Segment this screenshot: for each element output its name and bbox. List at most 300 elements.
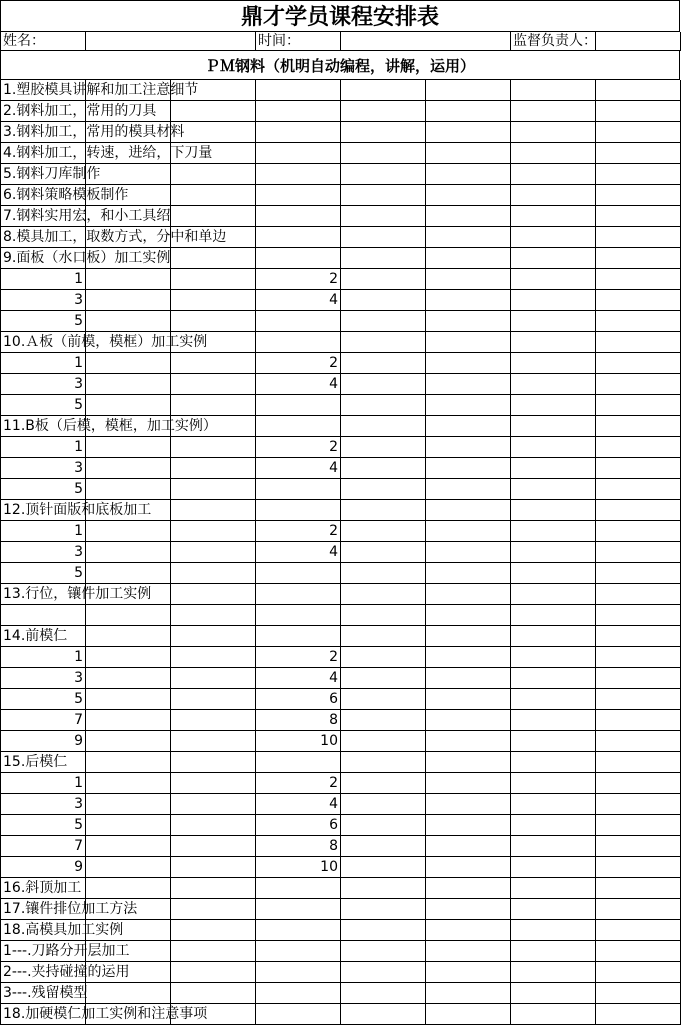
table-cell[interactable] [340,899,426,920]
table-cell[interactable] [170,437,256,458]
sub-item-number-a[interactable]: 9 [0,731,86,752]
sub-item-number-a[interactable]: 7 [0,710,86,731]
table-cell[interactable] [595,668,681,689]
table-cell[interactable] [170,395,256,416]
table-cell[interactable] [595,122,681,143]
table-cell[interactable] [340,689,426,710]
table-cell[interactable] [170,584,256,605]
table-cell[interactable] [340,332,426,353]
table-cell[interactable] [340,416,426,437]
table-cell[interactable] [510,290,596,311]
table-cell[interactable] [0,605,86,626]
table-cell[interactable] [595,794,681,815]
sub-item-number-a[interactable]: 1 [0,353,86,374]
table-cell[interactable] [170,941,256,962]
table-cell[interactable] [425,479,511,500]
sub-item-number-a[interactable]: 5 [0,395,86,416]
table-cell[interactable] [595,941,681,962]
table-cell[interactable] [340,269,426,290]
table-cell[interactable] [0,983,86,1004]
table-cell[interactable] [595,920,681,941]
table-cell[interactable] [85,605,171,626]
table-cell[interactable] [340,563,426,584]
table-cell[interactable] [340,143,426,164]
table-cell[interactable] [510,101,596,122]
table-cell[interactable] [255,143,341,164]
table-cell[interactable] [510,353,596,374]
table-cell[interactable] [510,269,596,290]
sub-item-number-b[interactable]: 4 [255,542,341,563]
table-cell[interactable] [595,437,681,458]
table-cell[interactable] [340,773,426,794]
table-cell[interactable] [0,416,217,437]
sub-item-number-a[interactable]: 5 [0,815,86,836]
table-cell[interactable] [510,605,596,626]
table-cell[interactable] [255,101,341,122]
table-cell[interactable] [510,1004,596,1025]
table-cell[interactable] [255,878,341,899]
table-cell[interactable] [340,479,426,500]
sub-item-number-b[interactable]: 2 [255,773,341,794]
table-cell[interactable] [170,500,256,521]
table-cell[interactable] [85,374,171,395]
sub-item-number-b[interactable]: 4 [255,458,341,479]
table-cell[interactable] [595,332,681,353]
table-cell[interactable] [595,836,681,857]
table-cell[interactable] [510,500,596,521]
table-cell[interactable] [595,185,681,206]
table-cell[interactable] [510,437,596,458]
table-cell[interactable] [340,290,426,311]
table-cell[interactable] [510,836,596,857]
table-cell[interactable] [510,731,596,752]
table-cell[interactable] [510,563,596,584]
table-cell[interactable] [595,206,681,227]
table-cell[interactable] [255,983,341,1004]
table-cell[interactable] [510,185,596,206]
table-cell[interactable] [170,164,256,185]
sub-item-number-b[interactable]: 10 [255,857,341,878]
table-cell[interactable] [595,605,681,626]
table-cell[interactable] [510,899,596,920]
table-cell[interactable] [595,752,681,773]
sub-item-number-a[interactable]: 7 [0,836,86,857]
sub-item-number-a[interactable]: 5 [0,479,86,500]
table-cell[interactable] [510,857,596,878]
table-cell[interactable] [255,920,341,941]
sub-item-number-a[interactable]: 1 [0,269,86,290]
table-cell[interactable] [170,542,256,563]
table-cell[interactable] [425,1004,511,1025]
table-cell[interactable] [170,773,256,794]
table-cell[interactable] [255,164,341,185]
table-cell[interactable] [510,542,596,563]
table-cell[interactable] [595,521,681,542]
table-cell[interactable] [0,899,138,920]
table-cell[interactable] [510,710,596,731]
table-cell[interactable] [0,164,101,185]
sub-item-number-a[interactable]: 3 [0,290,86,311]
table-cell[interactable] [340,395,426,416]
table-cell[interactable] [510,395,596,416]
sub-item-number-a[interactable]: 3 [0,374,86,395]
table-cell[interactable] [85,710,171,731]
table-cell[interactable] [85,542,171,563]
table-cell[interactable] [0,206,171,227]
table-cell[interactable] [340,80,426,101]
table-cell[interactable] [595,416,681,437]
table-cell[interactable] [340,311,426,332]
table-cell[interactable] [425,101,511,122]
table-cell[interactable] [170,920,256,941]
table-cell[interactable] [85,521,171,542]
sub-item-number-b[interactable]: 2 [255,521,341,542]
table-cell[interactable] [425,731,511,752]
table-cell[interactable] [425,605,511,626]
table-cell[interactable] [595,647,681,668]
table-cell[interactable] [425,941,511,962]
table-cell[interactable] [510,458,596,479]
sub-item-number-b[interactable] [255,479,341,500]
table-cell[interactable] [340,878,426,899]
sub-item-number-a[interactable]: 1 [0,437,86,458]
table-cell[interactable] [595,311,681,332]
table-cell[interactable] [170,248,256,269]
table-cell[interactable] [595,500,681,521]
table-cell[interactable] [170,458,256,479]
sub-item-number-b[interactable]: 4 [255,290,341,311]
table-cell[interactable] [510,941,596,962]
table-cell[interactable] [425,962,511,983]
table-cell[interactable] [255,80,341,101]
table-cell[interactable] [255,248,341,269]
table-cell[interactable] [340,836,426,857]
table-cell[interactable] [340,920,426,941]
table-cell[interactable] [85,290,171,311]
table-cell[interactable] [85,731,171,752]
table-cell[interactable] [595,584,681,605]
sub-item-number-b[interactable]: 6 [255,689,341,710]
table-cell[interactable] [425,647,511,668]
table-cell[interactable] [425,500,511,521]
table-cell[interactable] [85,668,171,689]
table-cell[interactable] [595,563,681,584]
sub-item-number-b[interactable]: 10 [255,731,341,752]
sub-item-number-b[interactable]: 8 [255,710,341,731]
table-cell[interactable] [0,143,213,164]
table-cell[interactable] [340,752,426,773]
table-cell[interactable] [510,962,596,983]
table-cell[interactable] [510,80,596,101]
table-cell[interactable] [0,626,86,647]
sub-item-number-b[interactable]: 2 [255,647,341,668]
table-cell[interactable] [170,962,256,983]
table-cell[interactable] [425,815,511,836]
table-cell[interactable] [425,857,511,878]
table-cell[interactable] [85,647,171,668]
table-cell[interactable] [170,752,256,773]
table-cell[interactable] [85,794,171,815]
table-cell[interactable] [340,500,426,521]
table-cell[interactable] [255,122,341,143]
table-cell[interactable] [595,626,681,647]
table-cell[interactable] [425,836,511,857]
table-cell[interactable] [255,584,341,605]
sub-item-number-a[interactable]: 1 [0,521,86,542]
table-cell[interactable] [340,584,426,605]
sub-item-number-b[interactable]: 2 [255,353,341,374]
table-cell[interactable] [510,752,596,773]
table-cell[interactable] [595,479,681,500]
table-cell[interactable] [170,353,256,374]
table-cell[interactable] [170,836,256,857]
table-cell[interactable] [0,185,129,206]
table-cell[interactable] [0,332,208,353]
sub-item-number-b[interactable]: 2 [255,437,341,458]
table-cell[interactable] [340,731,426,752]
table-cell[interactable] [340,521,426,542]
table-cell[interactable] [340,626,426,647]
table-cell[interactable] [340,248,426,269]
table-cell[interactable] [170,689,256,710]
table-cell[interactable] [425,395,511,416]
table-cell[interactable] [425,206,511,227]
table-cell[interactable] [510,206,596,227]
table-cell[interactable] [595,353,681,374]
table-cell[interactable] [425,353,511,374]
table-cell[interactable] [340,185,426,206]
table-cell[interactable] [170,668,256,689]
sub-item-number-b[interactable]: 6 [255,815,341,836]
table-cell[interactable] [340,605,426,626]
table-cell[interactable] [170,899,256,920]
table-cell[interactable] [425,143,511,164]
table-cell[interactable] [425,542,511,563]
sub-item-number-a[interactable]: 5 [0,689,86,710]
table-cell[interactable] [425,437,511,458]
table-cell[interactable] [170,374,256,395]
table-cell[interactable] [510,626,596,647]
table-cell[interactable] [510,668,596,689]
table-cell[interactable] [0,227,227,248]
table-cell[interactable] [425,584,511,605]
table-cell[interactable] [425,773,511,794]
sub-item-number-b[interactable]: 2 [255,269,341,290]
table-cell[interactable] [170,878,256,899]
table-cell[interactable] [85,773,171,794]
table-cell[interactable] [0,80,199,101]
sub-item-number-a[interactable]: 9 [0,857,86,878]
table-cell[interactable] [170,857,256,878]
table-cell[interactable] [425,752,511,773]
table-cell[interactable] [170,290,256,311]
table-cell[interactable] [425,269,511,290]
table-cell[interactable] [85,752,171,773]
table-cell[interactable] [170,206,256,227]
table-cell[interactable] [0,752,86,773]
table-cell[interactable] [170,815,256,836]
table-cell[interactable] [340,983,426,1004]
table-cell[interactable] [595,80,681,101]
table-cell[interactable] [425,521,511,542]
table-cell[interactable] [425,563,511,584]
table-cell[interactable] [85,857,171,878]
table-cell[interactable] [595,248,681,269]
table-cell[interactable] [170,269,256,290]
table-cell[interactable] [425,668,511,689]
table-cell[interactable] [0,248,171,269]
table-cell[interactable] [85,626,171,647]
table-cell[interactable] [510,143,596,164]
table-cell[interactable] [425,164,511,185]
table-cell[interactable] [85,437,171,458]
table-cell[interactable] [510,416,596,437]
table-cell[interactable] [510,122,596,143]
table-cell[interactable] [85,479,171,500]
table-cell[interactable] [340,458,426,479]
table-cell[interactable] [340,794,426,815]
sub-item-number-b[interactable] [255,395,341,416]
table-cell[interactable] [595,395,681,416]
table-cell[interactable] [255,1004,341,1025]
table-cell[interactable] [255,941,341,962]
table-cell[interactable] [425,626,511,647]
sub-item-number-b[interactable] [255,563,341,584]
table-cell[interactable] [85,395,171,416]
table-cell[interactable] [170,185,256,206]
table-cell[interactable] [340,815,426,836]
table-cell[interactable] [510,878,596,899]
table-cell[interactable] [85,311,171,332]
table-cell[interactable] [510,815,596,836]
table-cell[interactable] [85,269,171,290]
sub-item-number-b[interactable]: 8 [255,836,341,857]
table-cell[interactable] [170,710,256,731]
table-cell[interactable] [340,941,426,962]
table-cell[interactable] [0,122,185,143]
table-cell[interactable] [255,752,341,773]
table-cell[interactable] [85,815,171,836]
table-cell[interactable] [595,542,681,563]
sub-item-number-a[interactable]: 3 [0,542,86,563]
table-cell[interactable] [170,479,256,500]
table-cell[interactable] [510,983,596,1004]
table-cell[interactable] [595,962,681,983]
table-cell[interactable] [340,668,426,689]
table-cell[interactable] [425,710,511,731]
table-cell[interactable] [425,794,511,815]
table-cell[interactable] [425,458,511,479]
table-cell[interactable] [340,962,426,983]
table-cell[interactable] [425,290,511,311]
table-cell[interactable] [510,920,596,941]
table-cell[interactable] [255,626,341,647]
table-cell[interactable] [425,80,511,101]
table-cell[interactable] [255,500,341,521]
table-cell[interactable] [340,353,426,374]
table-cell[interactable] [85,983,171,1004]
table-cell[interactable] [595,143,681,164]
table-cell[interactable] [425,227,511,248]
sub-item-number-b[interactable]: 4 [255,374,341,395]
table-cell[interactable] [170,794,256,815]
table-cell[interactable] [170,605,256,626]
table-cell[interactable] [170,731,256,752]
table-cell[interactable] [595,773,681,794]
table-cell[interactable] [510,794,596,815]
table-cell[interactable] [85,458,171,479]
table-cell[interactable] [595,1004,681,1025]
sub-item-number-b[interactable]: 4 [255,668,341,689]
table-cell[interactable] [170,101,256,122]
table-cell[interactable] [425,185,511,206]
sub-item-number-a[interactable]: 3 [0,668,86,689]
table-cell[interactable] [425,374,511,395]
table-cell[interactable] [425,332,511,353]
table-cell[interactable] [425,899,511,920]
table-cell[interactable] [425,983,511,1004]
table-cell[interactable] [0,941,130,962]
table-cell[interactable] [510,689,596,710]
table-cell[interactable] [425,878,511,899]
table-cell[interactable] [595,878,681,899]
table-cell[interactable] [255,962,341,983]
table-cell[interactable] [170,311,256,332]
name-value-cell[interactable] [85,32,256,51]
table-cell[interactable] [255,332,341,353]
table-cell[interactable] [595,710,681,731]
table-cell[interactable] [595,101,681,122]
table-cell[interactable] [595,689,681,710]
table-cell[interactable] [510,773,596,794]
table-cell[interactable] [595,290,681,311]
table-cell[interactable] [170,521,256,542]
table-cell[interactable] [510,248,596,269]
table-cell[interactable] [340,374,426,395]
table-cell[interactable] [595,815,681,836]
table-cell[interactable] [170,563,256,584]
table-cell[interactable] [595,374,681,395]
table-cell[interactable] [340,710,426,731]
table-cell[interactable] [255,899,341,920]
table-cell[interactable] [595,269,681,290]
table-cell[interactable] [425,311,511,332]
table-cell[interactable] [510,521,596,542]
table-cell[interactable] [255,206,341,227]
table-cell[interactable] [510,164,596,185]
sub-item-number-b[interactable] [255,311,341,332]
table-cell[interactable] [170,983,256,1004]
table-cell[interactable] [255,416,341,437]
table-cell[interactable] [510,227,596,248]
table-cell[interactable] [595,731,681,752]
sub-item-number-a[interactable]: 3 [0,458,86,479]
table-cell[interactable] [510,584,596,605]
table-cell[interactable] [340,1004,426,1025]
sub-item-number-a[interactable]: 5 [0,563,86,584]
table-cell[interactable] [595,857,681,878]
table-cell[interactable] [340,101,426,122]
table-cell[interactable] [340,164,426,185]
table-cell[interactable] [510,332,596,353]
table-cell[interactable] [85,689,171,710]
table-cell[interactable] [340,647,426,668]
table-cell[interactable] [510,647,596,668]
table-cell[interactable] [0,920,124,941]
table-cell[interactable] [340,437,426,458]
table-cell[interactable] [425,122,511,143]
table-cell[interactable] [340,122,426,143]
